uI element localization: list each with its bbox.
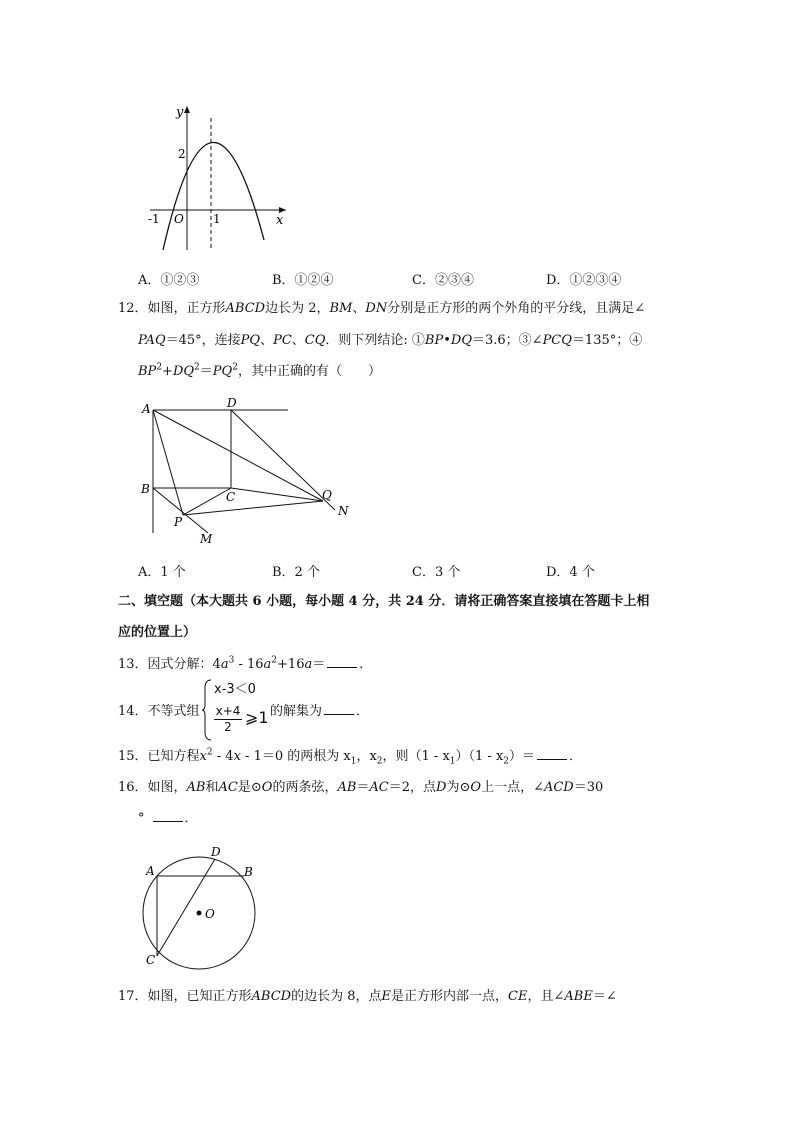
q12-option-d: D．4 个 xyxy=(546,565,595,580)
q11-option-a: A．①②③ xyxy=(138,273,200,288)
point-b-label: B xyxy=(141,482,150,496)
square-figure xyxy=(138,393,358,548)
circle-point-a-label: A xyxy=(146,864,155,878)
q16-line2: ° ． xyxy=(138,811,198,826)
answer-blank xyxy=(324,702,354,715)
circle-point-d-label: D xyxy=(211,845,221,859)
q17: 17．如图，已知正方形ABCD的边长为 8，点E是正方形内部一点，CE，且∠ABE＝∠ xyxy=(118,989,617,1004)
q14-suffix: 的解集为 ． xyxy=(270,704,370,719)
q11-option-d: D．①②③④ xyxy=(546,273,622,288)
q11-option-b: B．①②④ xyxy=(272,273,334,288)
q14-prefix: 14．不等式组 xyxy=(118,704,200,719)
section-2-heading-cont: 应的位置上） xyxy=(118,625,197,640)
section-2-heading: 二、填空题（本大题共 6 小题，每小题 4 分，共 24 分．请将正确答案直接填在答题卡上相 xyxy=(118,594,650,609)
brace-icon xyxy=(202,678,212,742)
q12-option-a: A．1 个 xyxy=(138,565,186,580)
circle-point-b-label: B xyxy=(244,865,253,879)
q14-relation: ⩾1 xyxy=(245,708,269,727)
point-n-label: N xyxy=(338,504,349,518)
q12-option-c: C．3 个 xyxy=(412,565,461,580)
point-c-label: C xyxy=(226,490,236,504)
point-d-label: D xyxy=(227,396,237,410)
point-a-label: A xyxy=(142,402,151,416)
point-q-label: Q xyxy=(322,488,332,502)
y-axis-label: y xyxy=(176,105,184,120)
tick-neg1: -1 xyxy=(148,212,160,226)
q12-option-b: B．2 个 xyxy=(272,565,320,580)
q12-line2: PAQ＝45°，连接PQ、PC、CQ．则下列结论: ①BP•DQ＝3.6；③∠PCQ＝135°；④ xyxy=(138,333,643,348)
circle-point-c-label: C xyxy=(146,953,156,967)
answer-blank xyxy=(327,655,357,668)
parabola-figure xyxy=(138,100,298,260)
q14-ineq1: x-3＜0 xyxy=(214,682,256,697)
tick-2: 2 xyxy=(178,147,186,161)
tick-1: 1 xyxy=(213,212,221,226)
q16-line1: 16．如图，AB和AC是⊙O的两条弦，AB＝AC＝2，点D为⊙O上一点，∠ACD＝30 xyxy=(118,780,604,795)
q14-fraction: x+4 2 xyxy=(215,704,241,734)
q12-line3: $BP^2+DQ^2=PQ^2$，其中正确的有（ ） xyxy=(138,362,381,379)
answer-blank xyxy=(537,747,567,760)
x-axis-label: x xyxy=(276,213,284,228)
q15: 15．已知方程$x^2 - 4x - 1=0$ 的两根为 $x_1$，$x_2$，则$(1 - x_1)(1 - x_2)=$ ． xyxy=(118,747,583,767)
origin-label: O xyxy=(174,212,184,226)
q12-line1: 12．如图，正方形ABCD边长为 2，BM、DN分别是正方形的两个外角的平分线，且满足∠ xyxy=(118,301,646,316)
circle-center-label: O xyxy=(205,907,215,921)
point-p-label: P xyxy=(174,515,183,529)
answer-blank xyxy=(153,809,183,822)
q11-option-c: C．②③④ xyxy=(412,273,474,288)
circle-figure xyxy=(138,840,268,970)
point-m-label: M xyxy=(200,532,213,546)
q13: 13．因式分解：$4a^3 - 16a^2+16a=$ ． xyxy=(118,655,373,672)
